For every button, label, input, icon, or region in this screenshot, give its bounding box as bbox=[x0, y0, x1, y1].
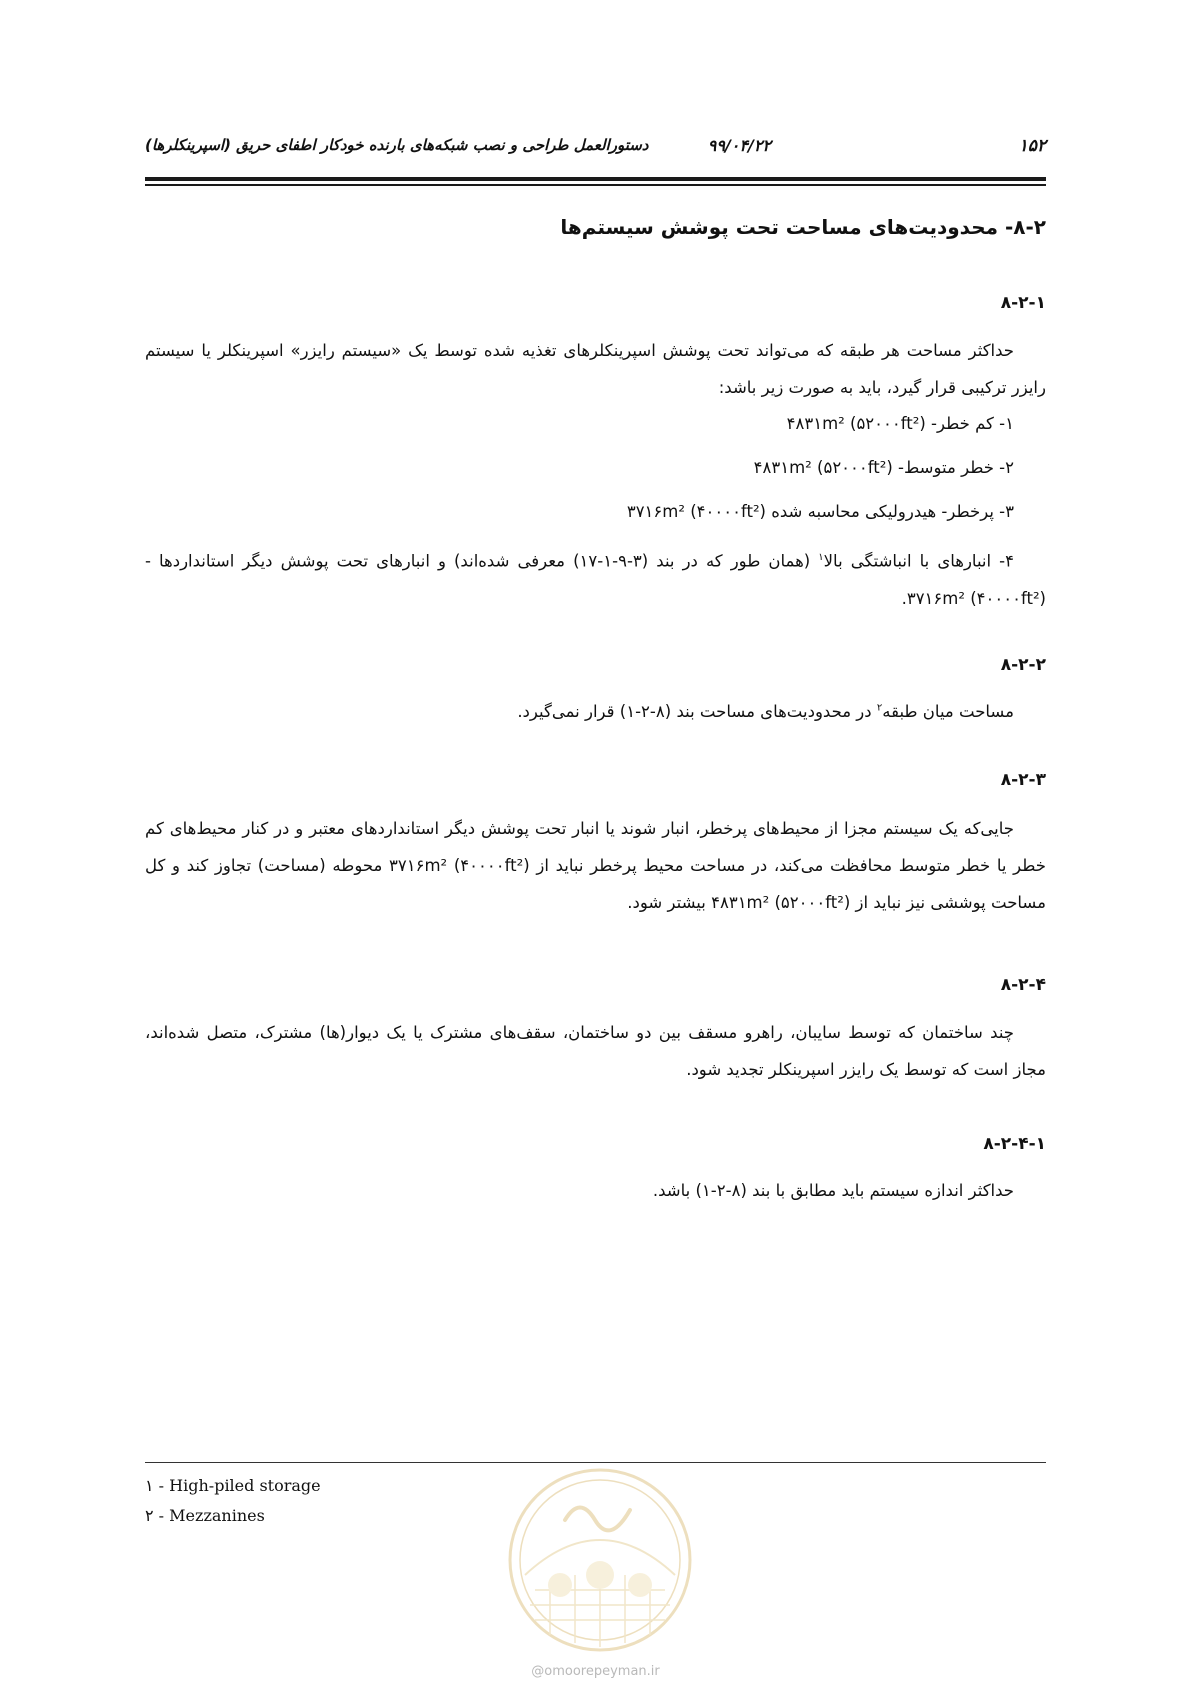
subsection-number-3: ۸-۲-۳ bbox=[1000, 770, 1046, 790]
header-date: ۹۹/۰۴/۲۲ bbox=[707, 136, 771, 155]
list-item-3: ۳- پرخطر- هیدرولیکی محاسبه شده ۳۷۱۶m² (۴۰۰۰۰ft²) bbox=[626, 502, 1014, 521]
header-rule-thin bbox=[145, 184, 1046, 186]
list-item-2: ۲- خطر متوسط- ۴۸۳۱m² (۵۲۰۰۰ft²) bbox=[753, 458, 1014, 477]
running-header bbox=[145, 136, 1046, 166]
paragraph-3 bbox=[145, 810, 1046, 921]
subsection-number-2: ۸-۲-۲ bbox=[1000, 655, 1046, 675]
subsection-number-1: ۸-۲-۱ bbox=[1000, 293, 1046, 313]
paragraph-5: حداکثر اندازه سیستم باید مطابق با بند (۸-۲-۱) باشد. bbox=[652, 1181, 1014, 1200]
paragraph-2 bbox=[517, 702, 1014, 721]
footnote-ref-1: ۱ bbox=[818, 552, 824, 563]
watermark-url: @omoorepeyman.ir bbox=[531, 1664, 660, 1679]
paragraph-2-text: مساحت میان طبقه bbox=[882, 702, 1014, 721]
paragraph-1 bbox=[145, 332, 1046, 406]
footnote-2: ۲ - Mezzanines bbox=[145, 1506, 265, 1525]
subsection-number-4-1: ۸-۲-۴-۱ bbox=[983, 1134, 1046, 1154]
footnote-1: ۱ - High-piled storage bbox=[145, 1476, 321, 1495]
header-title: دستورالعمل طراحی و نصب شبکه‌های بارنده خودکار اطفای حریق (اسپرینکلرها) bbox=[145, 136, 649, 154]
watermark-seal bbox=[505, 1465, 695, 1655]
list-item-4-text-cont: (همان طور که در بند (۳-۹-۱-۱۷) معرفی شده‌اند) و انبارهای تحت پوشش دیگر استانداردها - ۳۷۱۶m² (۴۰۰۰۰ft²). bbox=[145, 551, 1046, 608]
paragraph-2-text-cont: در محدودیت‌های مساحت بند (۸-۲-۱) قرار نمی‌گیرد. bbox=[517, 702, 877, 721]
paragraph-3-text: جایی‌که یک سیستم مجزا از محیط‌های پرخطر، انبار شوند یا انبار تحت پوشش دیگر استانداردهای معتبر و در کنار محیط‌های کم خطر یا خطر متوسط محافظت می‌کند، در مساحت محیط پرخطر نباید از ۳۷۱۶m² (۴۰۰۰۰ft²) محوطه (مساحت) تجاوز کند و کل مساحت پوششی نیز نباید از ۴۸۳۱m² (۵۲۰۰۰ft²) بیشتر شود. bbox=[145, 819, 1047, 912]
list-item-1: ۱- کم خطر- ۴۸۳۱m² (۵۲۰۰۰ft²) bbox=[786, 414, 1014, 433]
footnote-rule bbox=[145, 1462, 1046, 1463]
header-rule-thick bbox=[145, 177, 1046, 181]
subsection-number-4: ۸-۲-۴ bbox=[1000, 975, 1046, 995]
paragraph-4-text: چند ساختمان که توسط سایبان، راهرو مسقف بین دو ساختمان، سقف‌های مشترک یا یک دیوار(ها) مشترک، متصل شده‌اند، مجاز است که توسط یک رایزر اسپرینکلر تجدید شود. bbox=[145, 1023, 1046, 1079]
footnote-ref-2: ۲ bbox=[876, 702, 883, 714]
paragraph-4 bbox=[145, 1014, 1046, 1088]
page-number: ۱۵۲ bbox=[1018, 136, 1046, 156]
section-heading: ۸-۲- محدودیت‌های مساحت تحت پوشش سیستم‌ها bbox=[560, 215, 1046, 239]
paragraph-1-text: حداکثر مساحت هر طبقه که می‌تواند تحت پوشش اسپرینکلرهای تغذیه شده توسط یک «سیستم رایزر» اسپرینکلر یا سیستم رایزر ترکیبی قرار گیرد، باید به صورت زیر باشد: bbox=[145, 341, 1046, 397]
list-item-4 bbox=[145, 539, 1046, 617]
list-item-4-text: ۴- انبارهای با انباشتگی بالا bbox=[823, 551, 1014, 571]
